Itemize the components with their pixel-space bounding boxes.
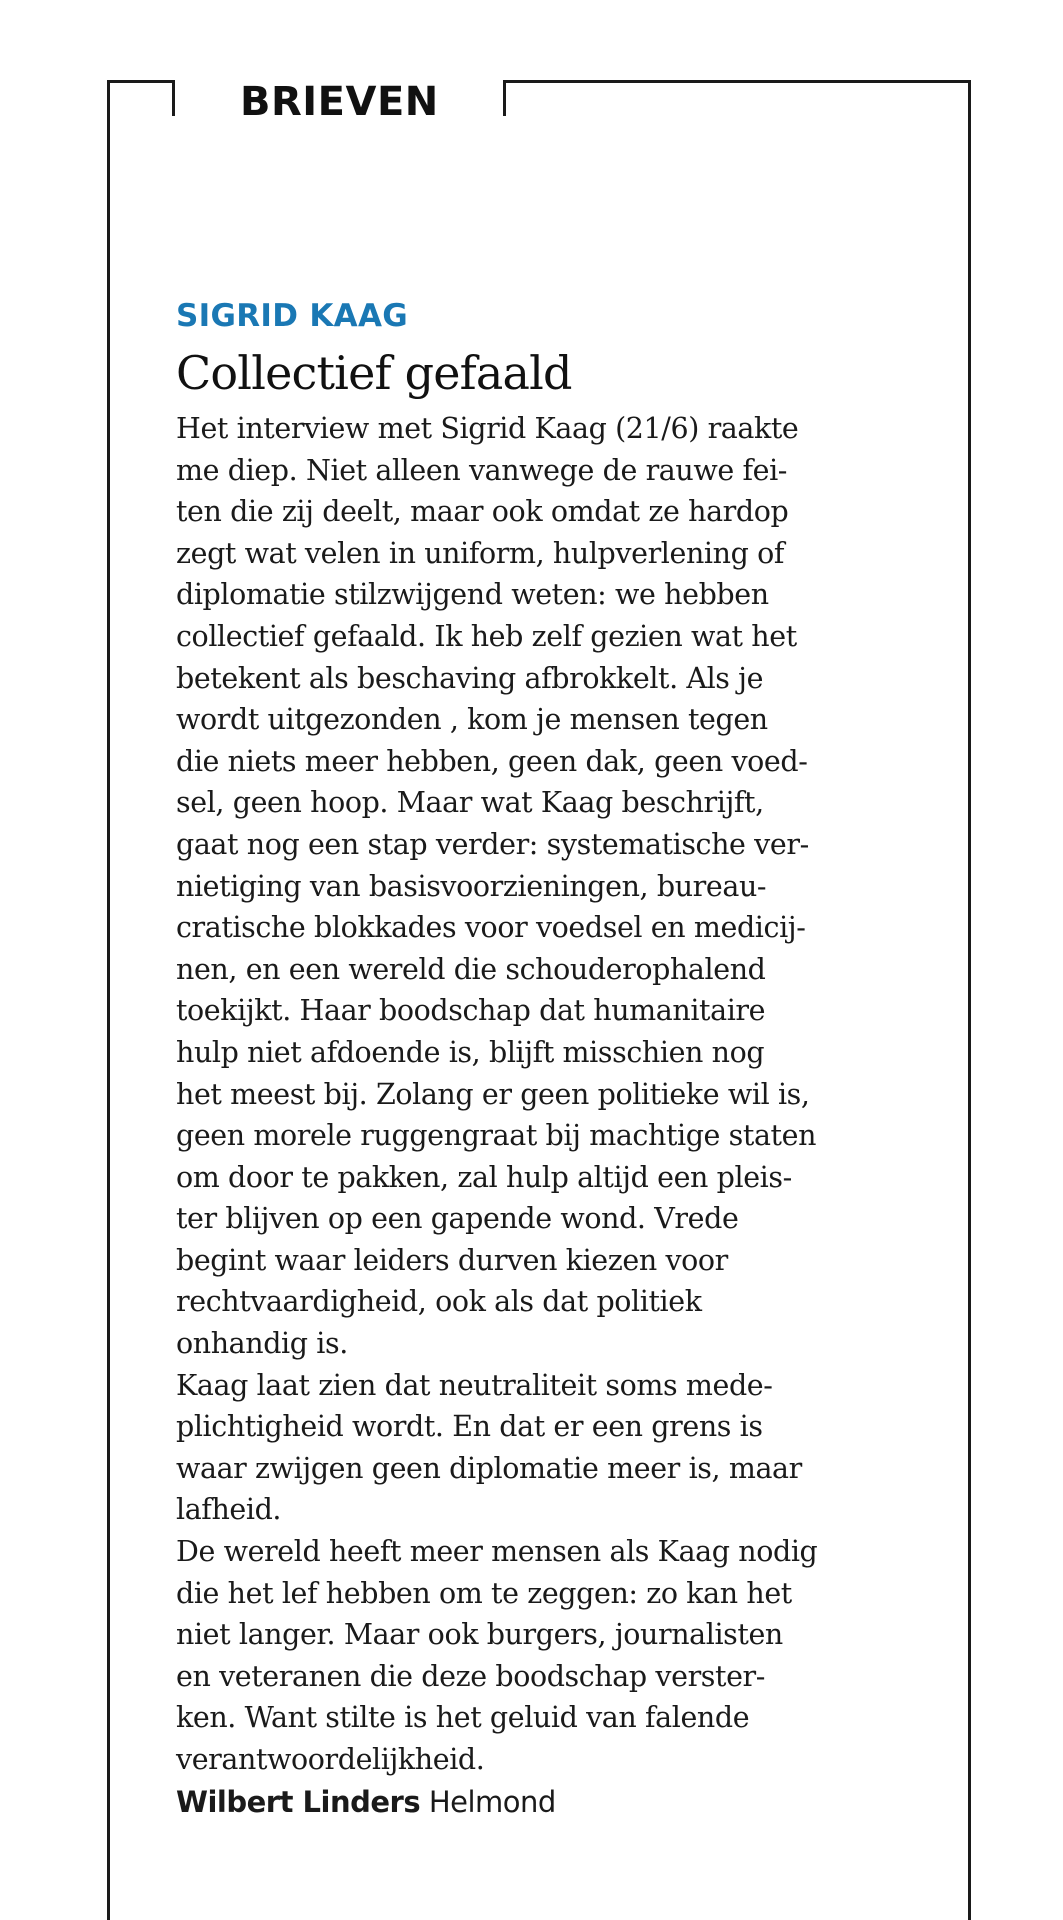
body-line: wordt uitgezonden , kom je mensen tegen <box>176 703 768 737</box>
frame-left-rule <box>107 80 110 1920</box>
body-line: ken. Want stilte is het geluid van falende <box>176 1701 750 1735</box>
body-line: collectief gefaald. Ik heb zelf gezien wat het <box>176 619 797 653</box>
body-line: het meest bij. Zolang er geen politieke wil is, <box>176 1077 810 1111</box>
body-line: gaat nog een stap verder: systematische ver- <box>176 827 809 861</box>
body-line: en veteranen die deze boodschap verster- <box>176 1659 765 1693</box>
body-line: ter blijven op een gapende wond. Vrede <box>176 1202 739 1236</box>
body-line: betekent als beschaving afbrokkelt. Als je <box>176 661 764 695</box>
letter-signature <box>176 1781 936 1823</box>
body-line: diplomatie stilzwijgend weten: we hebben <box>176 578 769 612</box>
body-line: geen morele ruggengraat bij machtige staten <box>176 1119 817 1153</box>
body-line: Kaag laat zien dat neutraliteit soms mede- <box>176 1368 773 1402</box>
frame-left-tick <box>172 80 175 116</box>
body-line: rechtvaardigheid, ook als dat politiek <box>176 1285 702 1319</box>
body-line: cratische blokkades voor voedsel en medicij- <box>176 911 806 945</box>
body-line: die niets meer hebben, geen dak, geen voed- <box>176 744 808 778</box>
body-line: sel, geen hoop. Maar wat Kaag beschrijft, <box>176 786 764 820</box>
body-line: Het interview met Sigrid Kaag (21/6) raakte <box>176 412 799 445</box>
body-line: waar zwijgen geen diplomatie meer is, maar <box>176 1451 802 1485</box>
body-line: plichtigheid wordt. En dat er een grens is <box>176 1410 763 1444</box>
frame-top-right-rule <box>503 80 971 83</box>
body-line: onhandig is. <box>176 1327 348 1361</box>
body-line: om door te pakken, zal hulp altijd een pleis- <box>176 1160 792 1194</box>
article-headline: Collectief gefaald <box>176 346 572 400</box>
body-line: begint waar leiders durven kiezen voor <box>176 1243 728 1277</box>
frame-right-tick <box>503 80 506 116</box>
body-line: nen, en een wereld die schouderophalend <box>176 952 766 986</box>
signature-city: Helmond <box>428 1784 556 1819</box>
signature-author: Wilbert Linders <box>176 1784 421 1819</box>
body-line: toekijkt. Haar boodschap dat humanitaire <box>176 994 766 1028</box>
body-line: lafheid. <box>176 1493 282 1527</box>
body-line: verantwoordelijkheid. <box>176 1743 485 1776</box>
letter-article <box>176 296 936 1823</box>
body-line: die het lef hebben om te zeggen: zo kan het <box>176 1576 792 1610</box>
frame-top-left-rule <box>107 80 175 83</box>
body-line: De wereld heeft meer mensen als Kaag nodig <box>176 1535 818 1569</box>
body-line: niet langer. Maar ook burgers, journalisten <box>176 1618 783 1652</box>
section-title: BRIEVEN <box>240 79 439 125</box>
body-line: hulp niet afdoende is, blijft misschien nog <box>176 1035 765 1069</box>
body-line: nietiging van basisvoorzieningen, bureau- <box>176 869 767 903</box>
body-line: zegt wat velen in uniform, hulpverlening of <box>176 536 785 570</box>
body-line: me diep. Niet alleen vanwege de rauwe fei- <box>176 453 788 487</box>
body-line: ten die zij deelt, maar ook omdat ze hardop <box>176 495 789 529</box>
article-body <box>176 408 936 1781</box>
article-kicker: SIGRID KAAG <box>176 298 408 334</box>
frame-right-rule <box>968 80 971 1920</box>
